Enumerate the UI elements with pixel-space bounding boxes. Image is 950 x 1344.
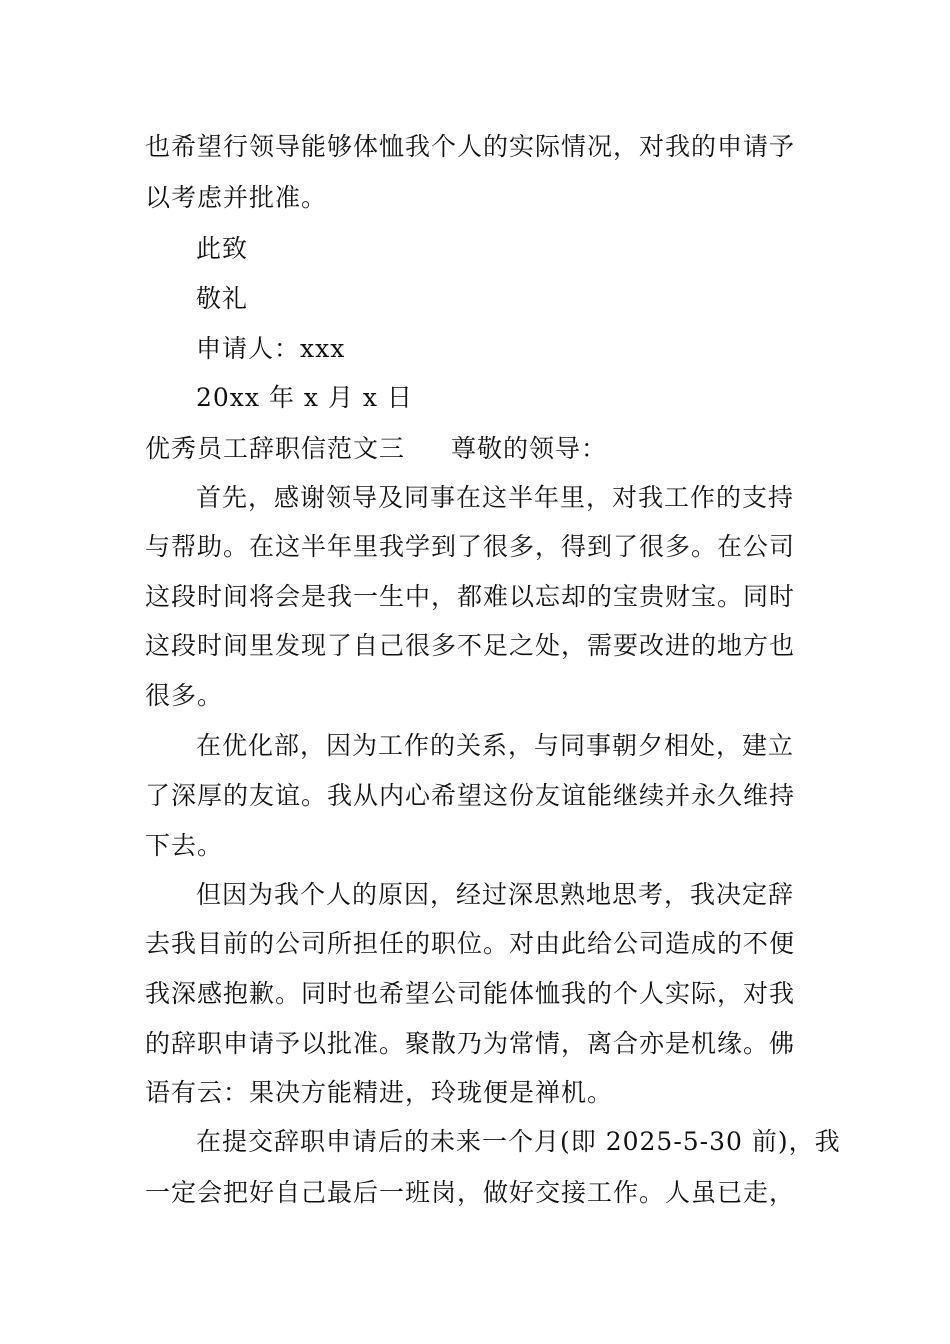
paragraph-3-line-4: 的辞职申请予以批准。聚散乃为常情，离合亦是机缘。佛 — [145, 1029, 796, 1058]
letter-date: 20xx 年 x 月 x 日 — [196, 383, 413, 412]
paragraph-1-line-1: 首先，感谢领导及同事在这半年里，对我工作的支持 — [196, 483, 795, 512]
paragraph-2-line-1: 在优化部，因为工作的关系，与同事朝夕相处，建立 — [196, 731, 795, 760]
paragraph-1-line-4: 这段时间里发现了自己很多不足之处，需要改进的地方也 — [145, 631, 796, 660]
salutation: 此致 — [196, 234, 249, 263]
paragraph-3-line-3: 我深感抱歉。同时也希望公司能体恤我的个人实际，对我 — [145, 979, 796, 1008]
paragraph-1-line-3: 这段时间将会是我一生中，都难以忘却的宝贵财宝。同时 — [145, 582, 796, 611]
applicant-signature: 申请人：xxx — [196, 334, 346, 363]
paragraph-3-line-1: 但因为我个人的原因，经过深思熟地思考，我决定辞 — [196, 880, 795, 909]
paragraph-4-line-1: 在提交辞职申请后的未来一个月(即 2025-5-30 前)，我 — [196, 1127, 841, 1156]
paragraph-4-line-2: 一定会把好自己最后一班岗，做好交接工作。人虽已走， — [145, 1178, 796, 1207]
paragraph-2-line-2: 了深厚的友谊。我从内心希望这份友谊能继续并永久维持 — [145, 781, 796, 810]
paragraph-3-line-5: 语有云：果决方能精进，玲珑便是禅机。 — [145, 1078, 614, 1107]
paragraph-1-line-5: 很多。 — [145, 681, 224, 710]
greeting: 尊敬的领导： — [451, 434, 608, 463]
closing-line-2: 以考虑并批准。 — [145, 183, 328, 212]
regards: 敬礼 — [196, 284, 249, 313]
paragraph-3-line-2: 去我目前的公司所担任的职位。对由此给公司造成的不便 — [145, 929, 796, 958]
section-title: 优秀员工辞职信范文三 — [145, 434, 406, 463]
paragraph-2-line-3: 下去。 — [145, 831, 224, 860]
closing-line-1: 也希望行领导能够体恤我个人的实际情况，对我的申请予 — [145, 132, 796, 161]
paragraph-1-line-2: 与帮助。在这半年里我学到了很多，得到了很多。在公司 — [145, 532, 796, 561]
